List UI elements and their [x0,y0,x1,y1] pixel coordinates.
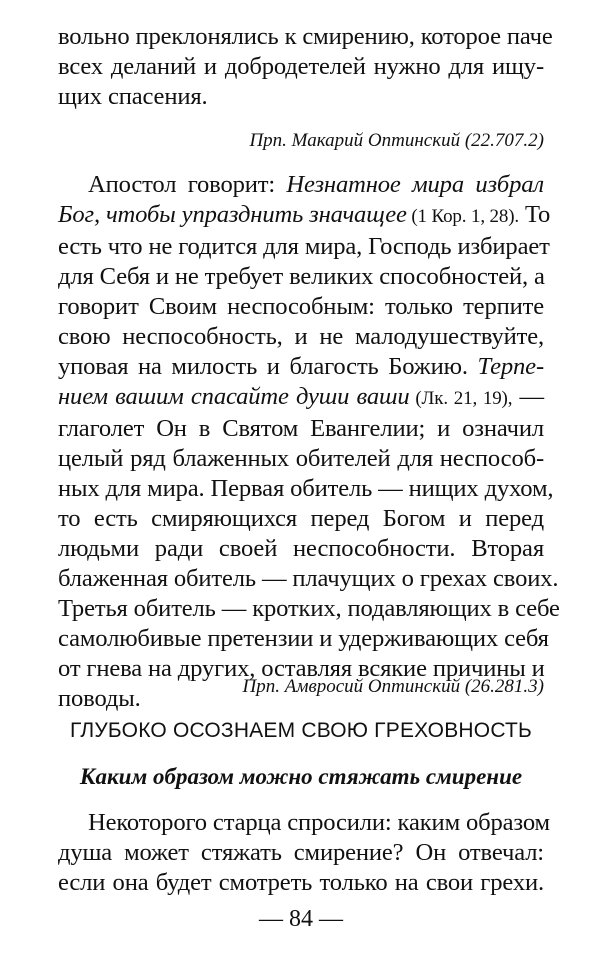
page-number: — 84 — [259,906,343,932]
subheading: Каким образом можно стяжать смирение [79,764,523,789]
text-line: вольно преклонялись к смирению, которое паче [58,23,553,50]
text-line: Бог, чтобы упразднить значащее (1 Кор. 1, 28). То [58,201,551,228]
scripture-quote: Незнатное мира избрал [286,171,544,198]
text-line: глаголет Он в Святом Евангелии; и означил [58,415,544,442]
text-line: целый ряд блаженных обителей для неспособ- [58,445,544,472]
text-line: говорит Своим неспособным: только терпите [58,293,544,320]
text-line: Апостол говорит: Незнатное мира избрал [88,171,544,198]
text-line: Некоторого старца спросили: каким образом [88,809,550,836]
paragraph-continuation [58,22,553,112]
text-line: блаженная обитель — плачущих о грехах своих. [58,565,559,592]
section-heading: ГЛУБОКО ОСОЗНАЕМ СВОЮ ГРЕХОВНОСТЬ [70,719,532,742]
text-line: свою неспособность, и не малодушествуйте, [58,323,544,350]
scripture-reference: (Лк. 21, 19), [409,388,513,409]
text-line: людьми ради своей неспособности. Вторая [58,535,544,562]
text-line: есть что не годится для мира, Господь избирает [58,233,550,260]
text-line: ных для мира. Первая обитель — нищих духом, [58,475,554,502]
text-line: от гнева на других, оставляя всякие причины и [58,655,545,682]
scripture-quote: Бог, чтобы упразднить значащее [58,201,407,228]
scripture-reference: (1 Кор. 1, 28). [406,206,519,227]
text-line: щих спасения. [58,83,208,110]
text-line: уповая на милость и благость Божию. Терпе- [58,353,544,380]
text-line: нием вашим спасайте души ваши (Лк. 21, 19), — [58,383,544,410]
text-line: поводы. [58,685,141,712]
text-line: для Себя и не требует великих способностей, а [58,263,545,290]
paragraph-apostle [58,170,560,714]
paragraph-elder [58,808,550,898]
attribution-amvrosiy: Прп. Амвросий Оптинский (26.281.3) [242,676,544,697]
text-line: всех деланий и добродетелей нужно для ищу- [58,53,544,80]
text-line: то есть смиряющихся перед Богом и перед [58,505,544,532]
text-line: душа может стяжать смирение? Он отвечал: [58,839,544,866]
text-line: Третья обитель — кротких, подавляющих в себе [58,595,560,622]
text-line: самолюбивые претензии и удерживающих себя [58,625,549,652]
text-line: если она будет смотреть только на свои грехи. [58,869,544,896]
scripture-quote: Терпе- [477,353,544,380]
scripture-quote: нием вашим спасайте души ваши [58,383,410,410]
attribution-makariy: Прп. Макарий Оптинский (22.707.2) [249,130,544,151]
